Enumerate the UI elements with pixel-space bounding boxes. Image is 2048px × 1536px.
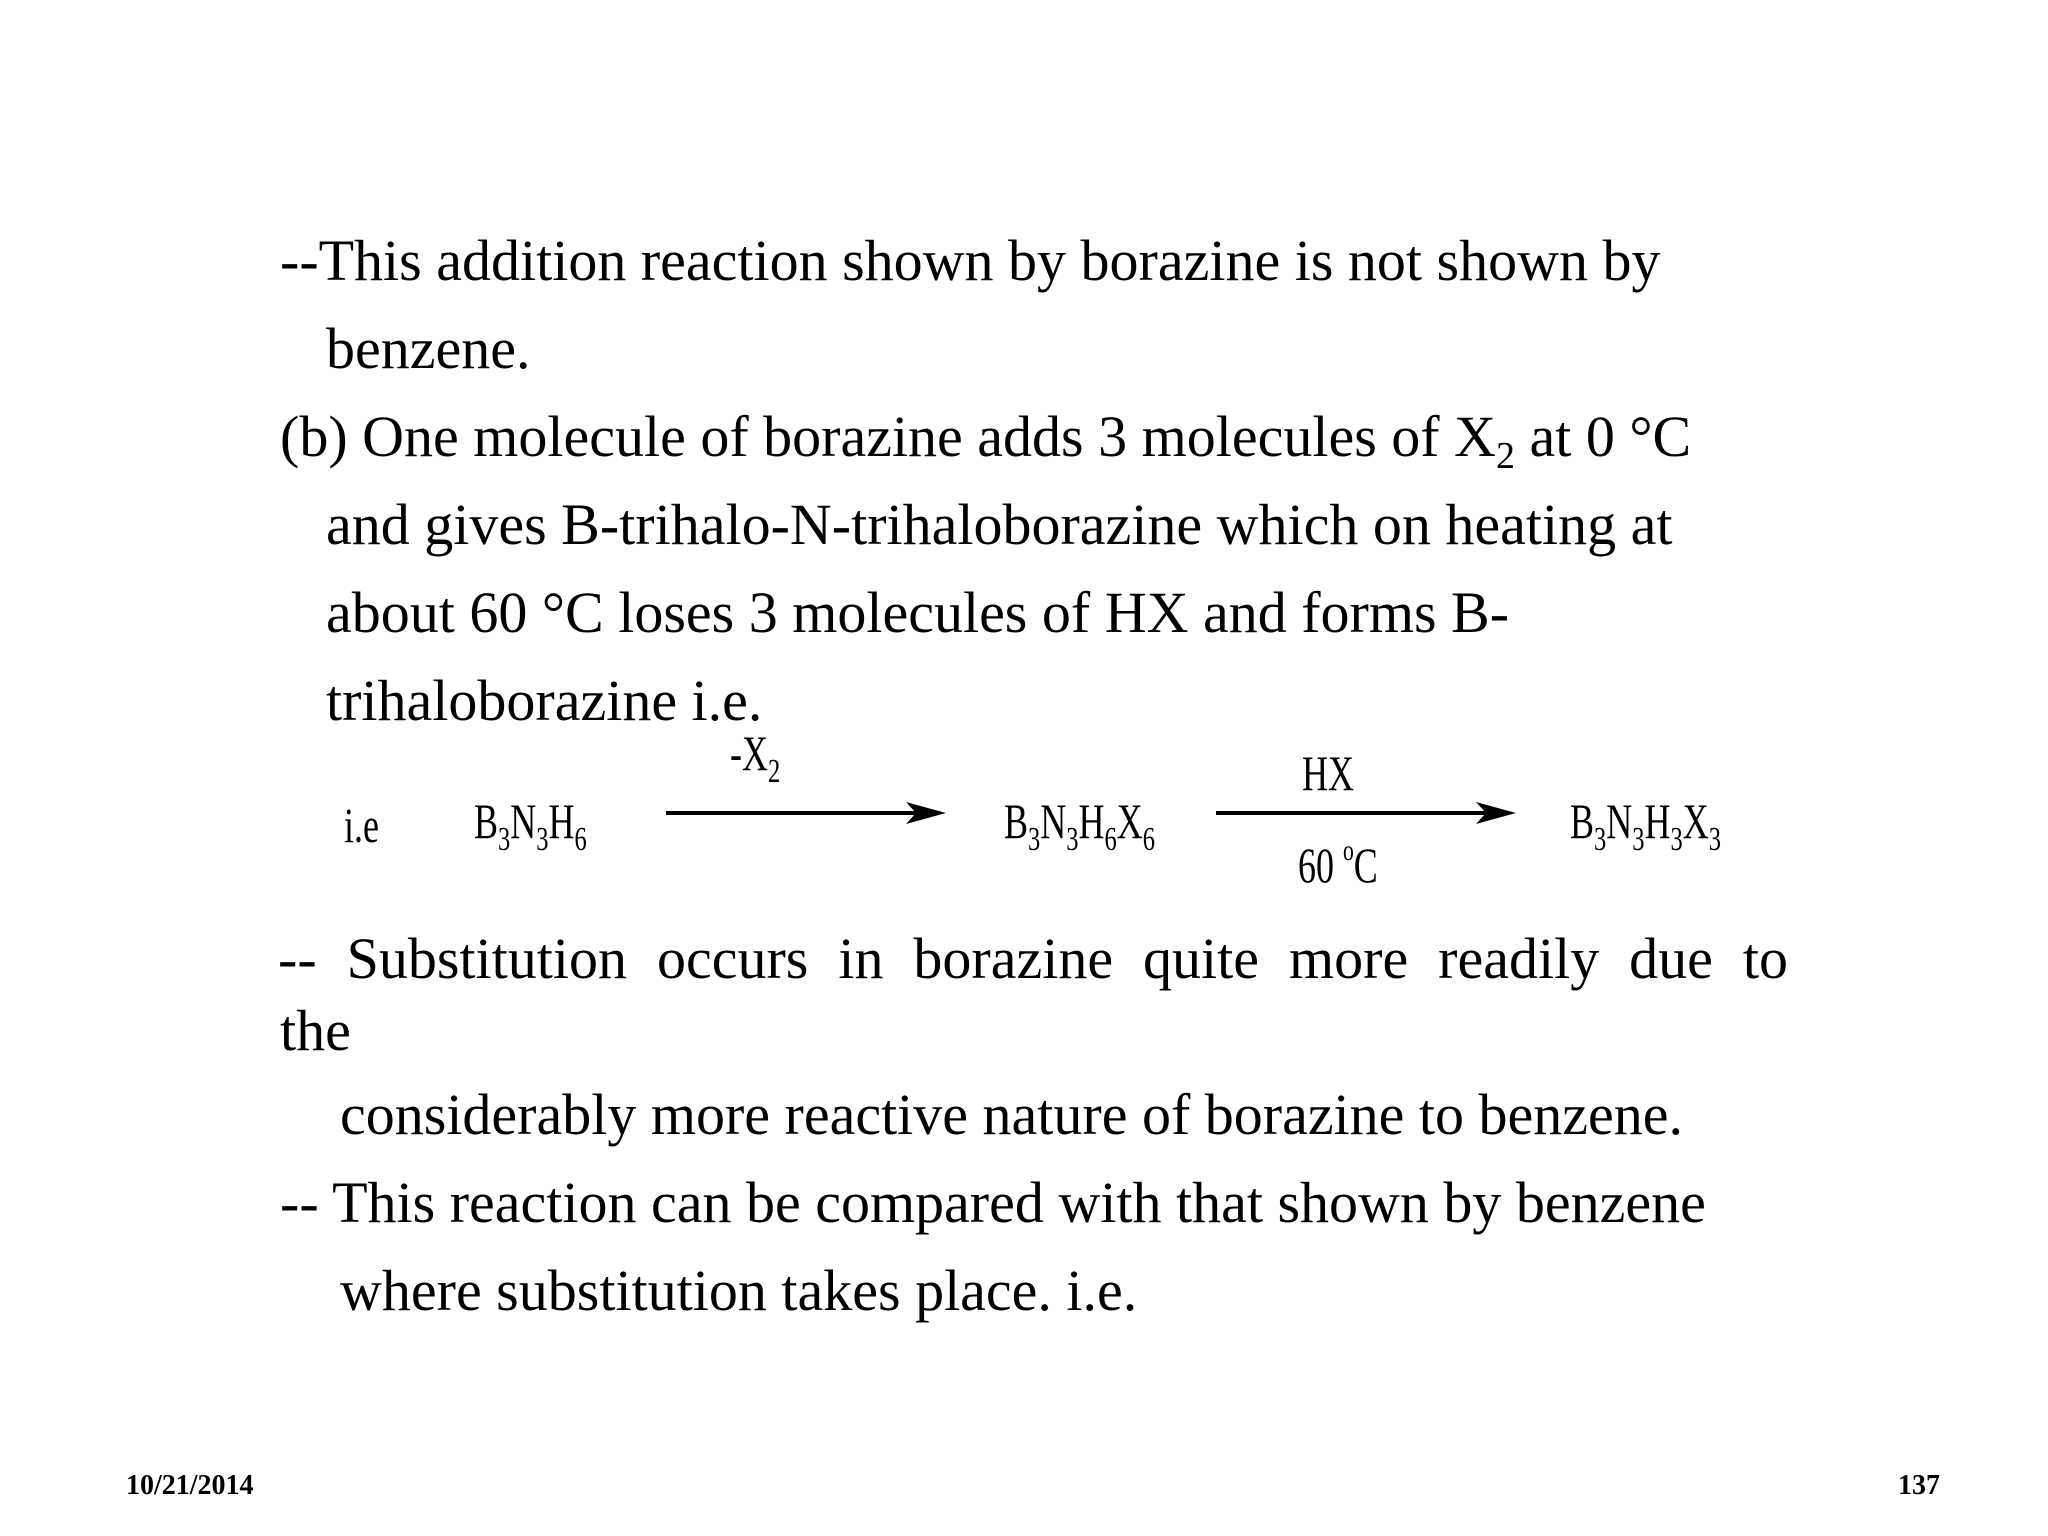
arrow1-label [730, 725, 781, 790]
paragraph-2-line-1 [280, 404, 1692, 477]
product-element-2: H [1644, 793, 1671, 849]
product-subscript-0: 3 [1594, 821, 1607, 858]
reactant-element-2: H [548, 793, 575, 849]
equation-prefix: i.e [344, 797, 379, 853]
reactant-formula [474, 793, 587, 858]
product-subscript-1: 3 [1632, 821, 1645, 858]
intermediate-element-3: X [1116, 793, 1143, 849]
footer-page-number: 137 [1898, 1470, 1940, 1501]
arrow2-label-bottom [1298, 834, 1378, 893]
reactant-element-1: N [510, 793, 537, 849]
arrow1-label-text: -X [730, 725, 768, 781]
arrow2-label-top: HX [1302, 745, 1354, 801]
arrow2-temp-value: 60 [1298, 837, 1343, 893]
product-element-3: X [1682, 793, 1709, 849]
p2-subscript: 2 [1495, 435, 1515, 477]
intermediate-formula [1004, 793, 1155, 858]
intermediate-subscript-0: 3 [1028, 821, 1041, 858]
reaction-arrow-1 [666, 798, 946, 828]
product-element-1: N [1606, 793, 1633, 849]
reactant-element-0: B [474, 793, 499, 849]
paragraph-4-line-1: -- This reaction can be compared with that shown by benzene [280, 1170, 1706, 1235]
reactant-subscript-2: 6 [574, 821, 587, 858]
paragraph-3-line-3: considerably more reactive nature of borazine to benzene. [340, 1082, 1684, 1147]
paragraph-3-line-1: -- Substitution occurs in borazine quite more readily due to [278, 926, 1788, 991]
intermediate-subscript-2: 6 [1104, 821, 1117, 858]
p2-text: (b) One molecule of borazine adds 3 molecules of X [280, 404, 1496, 469]
paragraph-2-line-4: trihaloborazine i.e. [326, 668, 763, 733]
product-subscript-3: 3 [1708, 821, 1721, 858]
product-formula [1570, 793, 1721, 858]
paragraph-4-line-2: where substitution takes place. i.e. [340, 1258, 1138, 1323]
reaction-arrow-2 [1216, 798, 1516, 828]
intermediate-subscript-1: 3 [1066, 821, 1079, 858]
arrow1-label-subscript: 2 [767, 753, 781, 790]
paragraph-3-line-2: the [280, 998, 351, 1063]
reactant-subscript-1: 3 [536, 821, 549, 858]
p2-text-end: at 0 °C [1514, 404, 1692, 469]
paragraph-2-line-2: and gives B-trihalo-N-trihaloborazine which on heating at [326, 492, 1673, 557]
intermediate-subscript-3: 6 [1142, 821, 1155, 858]
intermediate-element-0: B [1004, 793, 1029, 849]
product-subscript-2: 3 [1670, 821, 1683, 858]
paragraph-1-line-2: benzene. [326, 316, 531, 381]
intermediate-element-2: H [1078, 793, 1105, 849]
product-element-0: B [1570, 793, 1595, 849]
intermediate-element-1: N [1040, 793, 1067, 849]
paragraph-2-line-3: about 60 °C loses 3 molecules of HX and forms B- [326, 580, 1510, 645]
arrow2-degree: o [1343, 834, 1354, 867]
arrow2-temp-unit: C [1353, 837, 1378, 893]
paragraph-1-line-1: --This addition reaction shown by borazine is not shown by [280, 228, 1661, 293]
reactant-subscript-0: 3 [498, 821, 511, 858]
footer-date: 10/21/2014 [126, 1470, 254, 1501]
